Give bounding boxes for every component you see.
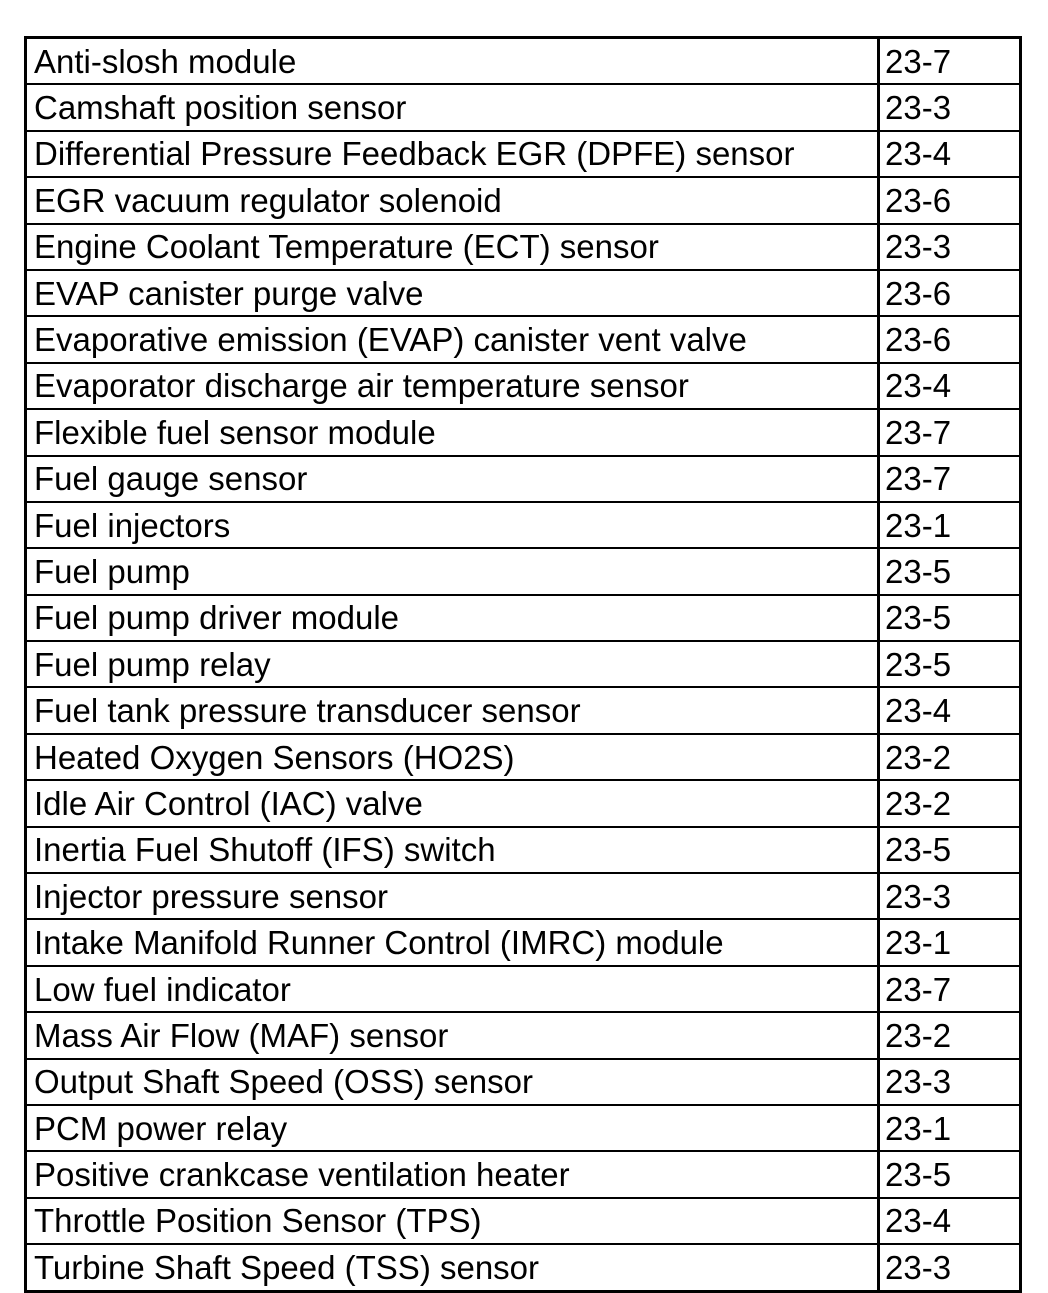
component-name-cell: Fuel gauge sensor [26,456,879,502]
component-name-cell: Intake Manifold Runner Control (IMRC) module [26,919,879,965]
page-reference-cell: 23-2 [879,734,1021,780]
table-row [26,224,1021,270]
component-name-cell: Output Shaft Speed (OSS) sensor [26,1059,879,1105]
component-name-cell: Mass Air Flow (MAF) sensor [26,1012,879,1058]
page-reference-cell: 23-3 [879,1059,1021,1105]
page-reference-cell: 23-4 [879,363,1021,409]
table-row [26,1244,1021,1291]
table-row [26,38,1021,85]
component-name-cell: PCM power relay [26,1105,879,1151]
page-reference-cell: 23-4 [879,687,1021,733]
table-row [26,84,1021,130]
table-row [26,270,1021,316]
page-reference-cell: 23-7 [879,409,1021,455]
table-row [26,687,1021,733]
page-reference-cell: 23-3 [879,224,1021,270]
component-name-cell: Inertia Fuel Shutoff (IFS) switch [26,827,879,873]
page-reference-cell: 23-6 [879,270,1021,316]
table-row [26,1151,1021,1197]
table-body [26,38,1021,1292]
table-row [26,456,1021,502]
table-row [26,919,1021,965]
component-name-cell: Evaporator discharge air temperature sensor [26,363,879,409]
component-name-cell: Fuel pump [26,548,879,594]
component-name-cell: Idle Air Control (IAC) valve [26,780,879,826]
page-reference-cell: 23-4 [879,1198,1021,1244]
page-reference-cell: 23-5 [879,827,1021,873]
page-reference-cell: 23-5 [879,641,1021,687]
page-reference-cell: 23-1 [879,1105,1021,1151]
table-row [26,780,1021,826]
component-name-cell: Fuel injectors [26,502,879,548]
table-row [26,131,1021,177]
component-index-table [24,36,1022,1293]
table-row [26,1198,1021,1244]
table-row [26,641,1021,687]
page-reference-cell: 23-5 [879,1151,1021,1197]
table-row [26,548,1021,594]
table-row [26,1059,1021,1105]
component-name-cell: Flexible fuel sensor module [26,409,879,455]
table-row [26,409,1021,455]
component-name-cell: EGR vacuum regulator solenoid [26,177,879,223]
component-name-cell: Fuel pump driver module [26,595,879,641]
table-row [26,595,1021,641]
page-reference-cell: 23-1 [879,502,1021,548]
component-name-cell: EVAP canister purge valve [26,270,879,316]
table-row [26,1012,1021,1058]
page-reference-cell: 23-6 [879,316,1021,362]
component-name-cell: Positive crankcase ventilation heater [26,1151,879,1197]
component-name-cell: Fuel pump relay [26,641,879,687]
component-name-cell: Throttle Position Sensor (TPS) [26,1198,879,1244]
component-name-cell: Injector pressure sensor [26,873,879,919]
table-row [26,363,1021,409]
component-name-cell: Camshaft position sensor [26,84,879,130]
page-reference-cell: 23-3 [879,873,1021,919]
component-name-cell: Low fuel indicator [26,966,879,1012]
page-reference-cell: 23-1 [879,919,1021,965]
component-name-cell: Turbine Shaft Speed (TSS) sensor [26,1244,879,1291]
table-row [26,734,1021,780]
component-name-cell: Fuel tank pressure transducer sensor [26,687,879,733]
component-name-cell: Anti-slosh module [26,38,879,85]
component-name-cell: Differential Pressure Feedback EGR (DPFE) sensor [26,131,879,177]
page-reference-cell: 23-3 [879,84,1021,130]
page-reference-cell: 23-2 [879,1012,1021,1058]
page-reference-cell: 23-7 [879,38,1021,85]
page-reference-cell: 23-5 [879,548,1021,594]
table-row [26,966,1021,1012]
table-row [26,827,1021,873]
table-row [26,502,1021,548]
component-name-cell: Evaporative emission (EVAP) canister vent valve [26,316,879,362]
table-row [26,873,1021,919]
page-reference-cell: 23-2 [879,780,1021,826]
component-name-cell: Heated Oxygen Sensors (HO2S) [26,734,879,780]
table-row [26,316,1021,362]
page-reference-cell: 23-6 [879,177,1021,223]
page-reference-cell: 23-7 [879,966,1021,1012]
table-row [26,177,1021,223]
page-reference-cell: 23-7 [879,456,1021,502]
page-reference-cell: 23-3 [879,1244,1021,1291]
component-name-cell: Engine Coolant Temperature (ECT) sensor [26,224,879,270]
page-reference-cell: 23-5 [879,595,1021,641]
table-row [26,1105,1021,1151]
page-reference-cell: 23-4 [879,131,1021,177]
